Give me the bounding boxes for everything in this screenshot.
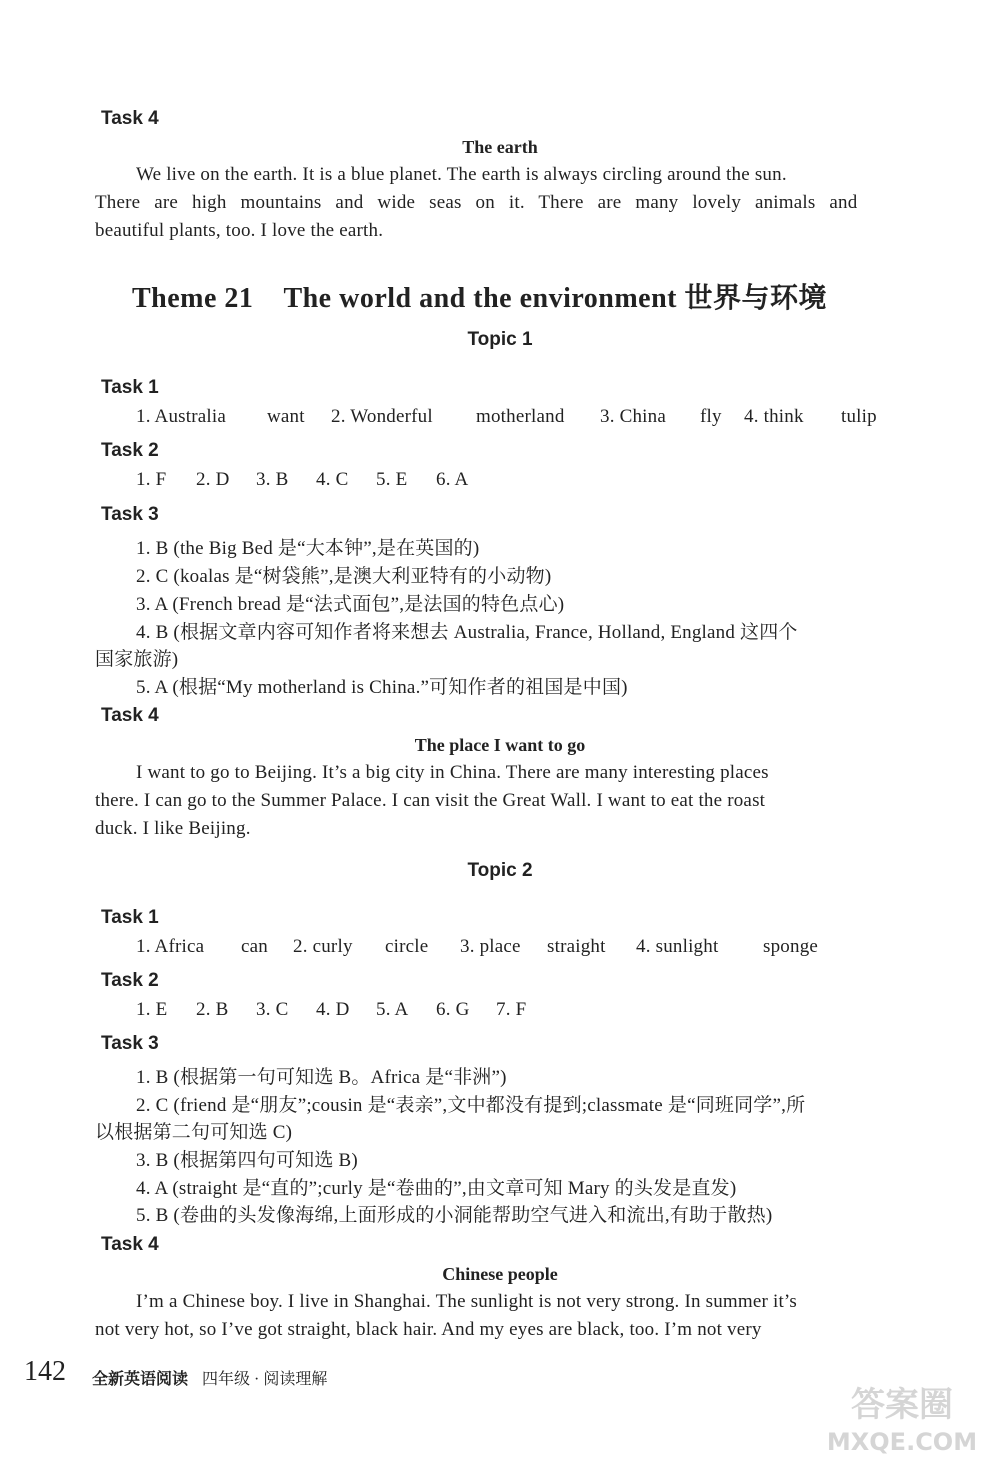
answer-item: 1. E [136, 999, 168, 1020]
theme-number: Theme 21 [132, 283, 254, 314]
task-heading: Task 4 [101, 705, 159, 726]
explanation-line: 国家旅游) [95, 649, 179, 670]
answer-item: 1. Australia [136, 406, 226, 427]
answer-row [136, 469, 468, 491]
answer-item: tulip [841, 406, 877, 427]
answer-item: 4. sunlight [636, 936, 719, 957]
task-heading: Task 2 [101, 970, 159, 991]
answer-item: 2. Wonderful [331, 406, 433, 427]
passage-line: duck. I like Beijing. [95, 818, 251, 839]
answer-item: motherland [476, 406, 565, 427]
task-heading: Task 1 [101, 377, 159, 398]
answer-item: want [267, 406, 305, 427]
answer-item: 5. E [376, 469, 408, 490]
answer-item: sponge [763, 936, 819, 957]
answer-item: can [241, 936, 268, 957]
answer-item: 3. place [460, 936, 521, 957]
book-footer [92, 1366, 327, 1389]
theme-title: The world and the environment 世界与环境 [283, 283, 828, 314]
answer-item: 2. B [196, 999, 229, 1020]
explanation-line: 5. A (根据“My motherland is China.”可知作者的祖国是中国) [136, 677, 628, 698]
watermark-text: 答案圈 [851, 1385, 953, 1425]
answer-item: 4. think [744, 406, 804, 427]
passage-line: there. I can go to the Summer Palace. I can visit the Great Wall. I want to eat the roast [95, 790, 766, 811]
passage-title: The place I want to go [414, 735, 586, 755]
answer-item: 3. China [600, 406, 666, 427]
explanation-line: 1. B (the Big Bed 是“大本钟”,是在英国的) [136, 538, 480, 559]
book-title: 全新英语阅读 [92, 1371, 189, 1388]
explanation-line: 4. B (根据文章内容可知作者将来想去 Australia, France, Holland, England 这四个 [136, 622, 798, 643]
passage-title: Chinese people [442, 1264, 558, 1284]
answer-item: 4. C [316, 469, 349, 490]
answer-item: 3. B [256, 469, 289, 490]
watermark-logo [820, 1378, 985, 1458]
passage-title: The earth [462, 137, 538, 157]
passage-line: I’m a Chinese boy. I live in Shanghai. The sunlight is not very strong. In summer it’s [136, 1291, 798, 1312]
task-heading: Task 3 [101, 504, 159, 525]
topic-heading: Topic 1 [467, 329, 533, 350]
passage-line: beautiful plants, too. I love the earth. [95, 220, 384, 241]
task-heading: Task 4 [101, 1234, 159, 1255]
explanation-line: 4. A (straight 是“直的”;curly 是“卷曲的”,由文章可知 Mary 的头发是直发) [136, 1178, 737, 1199]
passage-line: I want to go to Beijing. It’s a big city in China. There are many interesting places [136, 762, 769, 783]
passage-line: There are high mountains and wide seas on it. There are many lovely animals and [95, 192, 858, 213]
task-heading: Task 1 [101, 907, 159, 928]
answer-item: 5. A [376, 999, 409, 1020]
answer-item: 7. F [496, 999, 527, 1020]
answer-item: 2. curly [293, 936, 353, 957]
explanation-line: 5. B (卷曲的头发像海绵,上面形成的小洞能帮助空气进入和流出,有助于散热) [136, 1205, 773, 1226]
passage-line: We live on the earth. It is a blue planet. The earth is always circling around the sun. [136, 164, 787, 185]
explanation-line: 3. A (French bread 是“法式面包”,是法国的特色点心) [136, 594, 565, 615]
watermark-url: MXQE.COM [826, 1428, 978, 1456]
task-heading: Task 3 [101, 1033, 159, 1054]
answer-row [136, 936, 818, 958]
explanation-line: 以根据第二句可知选 C) [95, 1122, 293, 1143]
task-heading: Task 2 [101, 440, 159, 461]
theme-heading [132, 276, 827, 316]
book-grade: 四年级 · 阅读理解 [202, 1371, 328, 1388]
answer-item: circle [385, 936, 429, 957]
explanation-line: 2. C (friend 是“朋友”;cousin 是“表亲”,文中都没有提到;classmate 是“同班同学”,所 [136, 1095, 806, 1116]
answer-item: 1. F [136, 469, 167, 490]
answer-item: 2. D [196, 469, 230, 490]
answer-item: 3. C [256, 999, 289, 1020]
passage-line: not very hot, so I’ve got straight, black hair. And my eyes are black, too. I’m not very [95, 1319, 762, 1340]
topic-heading: Topic 2 [467, 860, 533, 881]
task-heading: Task 4 [101, 108, 159, 129]
answer-item: 6. G [436, 999, 470, 1020]
answer-item: fly [700, 406, 722, 427]
explanation-line: 1. B (根据第一句可知选 B。Africa 是“非洲”) [136, 1067, 507, 1088]
explanation-line: 2. C (koalas 是“树袋熊”,是澳大利亚特有的小动物) [136, 566, 552, 587]
answer-row [136, 406, 877, 428]
answer-item: 1. Africa [136, 936, 205, 957]
explanation-line: 3. B (根据第四句可知选 B) [136, 1150, 358, 1171]
page-number: 142 [24, 1356, 66, 1387]
answer-item: 6. A [436, 469, 469, 490]
answer-row [136, 999, 526, 1021]
answer-item: 4. D [316, 999, 350, 1020]
answer-item: straight [547, 936, 606, 957]
